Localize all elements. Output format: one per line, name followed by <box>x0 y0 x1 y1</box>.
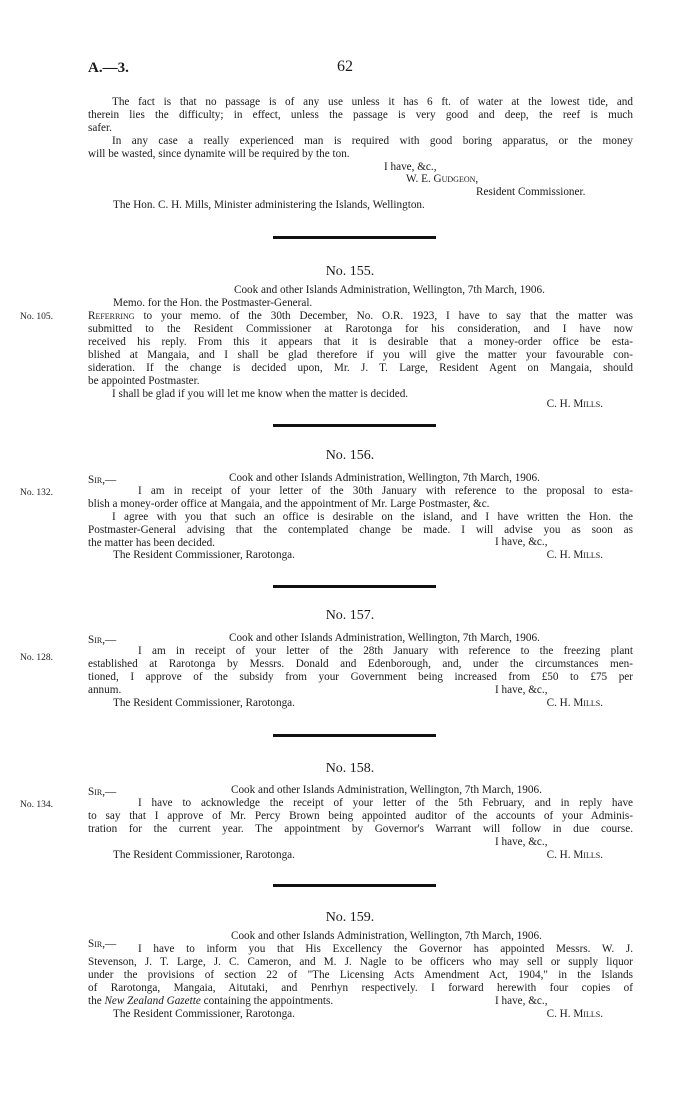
letter-salutation: Sir,— <box>88 474 117 486</box>
margin-reference: No. 105. <box>20 312 53 322</box>
letter-line: I shall be glad if you will let me know when the matter is decided. <box>112 388 409 400</box>
letter-line: annum. <box>88 684 122 696</box>
letter-line: Referring to your memo. of the 30th December, No. O.R. 1923, I have to say that the matter was <box>88 310 633 322</box>
letter-salutation: Sir,— <box>88 938 117 950</box>
letter-closing: I have, &c., <box>495 684 548 696</box>
letter-line: sideration. If the change is decided upon, Mr. J. T. Large, Resident Agent on Mangaia, should <box>88 362 633 374</box>
margin-reference: No. 132. <box>20 488 53 498</box>
letter-salutation: Sir,— <box>88 634 117 646</box>
letter-number: No. 156. <box>325 448 375 463</box>
letter-closing: I have, &c., <box>495 536 548 548</box>
letter-dateline: Cook and other Islands Administration, Wellington, 7th March, 1906. <box>231 784 542 796</box>
section-divider <box>273 585 436 588</box>
letter-number: No. 157. <box>325 608 375 623</box>
letter-dateline: Cook and other Islands Administration, Wellington, 7th March, 1906. <box>234 284 545 296</box>
section-divider <box>273 236 436 239</box>
letter-line: received his reply. From this it appears that it is desirable that a money-order office be esta- <box>88 336 633 348</box>
intro-line: safer. <box>88 122 112 134</box>
letter-line: I agree with you that such an office is desirable on the island, and I have written the Hon. the <box>112 511 633 523</box>
letter-addressee: The Resident Commissioner, Rarotonga. <box>113 849 295 861</box>
letter-dateline: Cook and other Islands Administration, Wellington, 7th March, 1906. <box>231 930 542 942</box>
letter-addressee: The Resident Commissioner, Rarotonga. <box>113 549 295 561</box>
letter-line: I have to acknowledge the receipt of your letter of the 5th February, and in reply have <box>138 797 633 809</box>
letter-line: of Rarotonga, Mangaia, Aitutaki, and Penrhyn respectively. I forward herewith four copies of <box>88 982 633 994</box>
intro-line: will be wasted, since dynamite will be required by the ton. <box>88 148 350 160</box>
letter-line: Stevenson, J. T. Large, J. C. Cameron, and M. J. Nagle to be officers who may sell or supply liquor <box>88 956 633 968</box>
letter-signature: C. H. Mills. <box>546 549 603 561</box>
letter-addressee: The Resident Commissioner, Rarotonga. <box>113 1008 295 1020</box>
letter-dateline: Cook and other Islands Administration, Wellington, 7th March, 1906. <box>229 632 540 644</box>
letter-line: the matter has been decided. <box>88 537 216 549</box>
letter-line: I have to inform you that His Excellency the Governor has appointed Messrs. W. J. <box>138 943 633 955</box>
section-divider <box>273 424 436 427</box>
intro-closing: I have, &c., <box>384 161 437 173</box>
opening-word: Referring <box>88 310 135 322</box>
letter-line: established at Rarotonga by Messrs. Donald and Edenborough, and, under the circumstances men- <box>88 658 633 670</box>
section-divider <box>273 884 436 887</box>
letter-number: No. 158. <box>325 761 375 776</box>
letter-line: to say that I approve of Mr. Percy Brown being appointed auditor of the accounts of your Adminis- <box>88 810 633 822</box>
intro-line: In any case a really experienced man is required with good boring apparatus, or the money <box>112 135 633 147</box>
letter-signature: C. H. Mills. <box>546 398 603 410</box>
intro-signature: W. E. Gudgeon, <box>406 173 479 185</box>
letter-line: submitted to the Resident Commissioner at Rarotonga for his consideration, and I have now <box>88 323 633 335</box>
letter-closing: I have, &c., <box>495 836 548 848</box>
letter-line: blished at Mangaia, and I shall be glad therefore if you will give the matter your favourable con- <box>88 349 633 361</box>
letter-line: be appointed Postmaster. <box>88 375 200 387</box>
letter-salutation: Sir,— <box>88 786 117 798</box>
letter-number: No. 159. <box>325 910 375 925</box>
letter-addressee: The Resident Commissioner, Rarotonga. <box>113 697 295 709</box>
intro-addressee: The Hon. C. H. Mills, Minister administering the Islands, Wellington. <box>113 199 425 211</box>
intro-signatory-title: Resident Commissioner. <box>476 186 586 198</box>
section-divider <box>273 734 436 737</box>
letter-line: under the provisions of section 22 of "The Licensing Acts Amendment Act, 1904," in the Islands <box>88 969 633 981</box>
letter-signature: C. H. Mills. <box>546 1008 603 1020</box>
letter-line: tioned, I approve of the subsidy from your Government being increased from £50 to £75 per <box>88 671 633 683</box>
letter-signature: C. H. Mills. <box>546 697 603 709</box>
letter-number: No. 155. <box>325 264 375 279</box>
letter-line: Postmaster-General advising that the contemplated change be made. I will advise you as soon as <box>88 524 633 536</box>
intro-line: therein lies the difficulty; in effect, unless the passage is very good and deep, the reef is much <box>88 109 633 121</box>
letter-line: I am in receipt of your letter of the 28th January with reference to the freezing plant <box>138 645 633 657</box>
margin-reference: No. 128. <box>20 653 53 663</box>
letter-line: I am in receipt of your letter of the 30th January with reference to the proposal to esta- <box>138 485 633 497</box>
gazette-title: New Zealand Gazette <box>104 995 201 1007</box>
letter-line: the New Zealand Gazette containing the appointments. <box>88 995 334 1007</box>
letter-line: tration for the current year. The appointment by Governor's Warrant will follow in due course. <box>88 823 633 835</box>
letter-line: blish a money-order office at Mangaia, and the appointment of Mr. Large Postmaster, &c. <box>88 498 490 510</box>
intro-line: The fact is that no passage is of any use unless it has 6 ft. of water at the lowest tide, and <box>112 96 633 108</box>
margin-reference: No. 134. <box>20 800 53 810</box>
document-reference: A.—3. <box>88 60 129 76</box>
letter-signature: C. H. Mills. <box>546 849 603 861</box>
letter-closing: I have, &c., <box>495 995 548 1007</box>
letter-dateline: Cook and other Islands Administration, Wellington, 7th March, 1906. <box>229 472 540 484</box>
memo-heading: Memo. for the Hon. the Postmaster-General. <box>113 297 313 309</box>
page-number: 62 <box>337 58 353 75</box>
